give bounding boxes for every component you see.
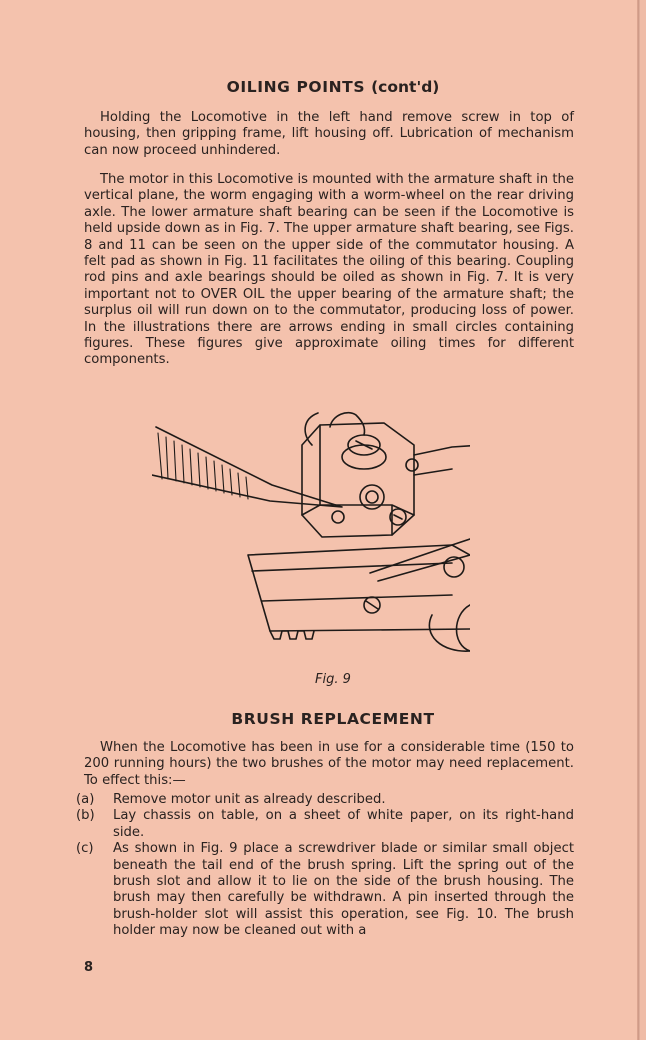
heading-oiling-points-suffix: (cont'd)	[371, 78, 440, 96]
heading-brush-replacement: BRUSH REPLACEMENT	[231, 710, 435, 728]
paragraph-housing-removal: Holding the Locomotive in the left hand remove screw in top of housing, then gripping frame, lift housing off. Lubrication of mechanism can now proceed unhindered.	[84, 110, 574, 158]
list-item-text: Remove motor unit as already described.	[113, 792, 386, 807]
chassis-frame	[248, 545, 470, 631]
page-edge	[640, 0, 646, 1040]
screwdriver-blade	[152, 427, 342, 507]
motor-housing	[302, 423, 414, 537]
list-item	[76, 841, 574, 939]
paragraph-brush-intro: When the Locomotive has been in use for a considerable time (150 to 200 running hours) the two brushes of the motor may need replacement. To effect this:—	[84, 740, 574, 788]
heading-oiling-points-title: OILING POINTS	[226, 78, 366, 96]
paragraph-motor-description: The motor in this Locomotive is mounted with the armature shaft in the vertical plane, the worm engaging with a worm-wheel on the rear driving axle. The lower armature shaft bearing can be seen if the Locomotive is held upside down as in Fig. 7. The upper armature shaft bearing, see Figs. 8 and 11 can be seen on the upper side of the commutator housing. A felt pad as shown in Fig. 11 facilitates the oiling of this bearing. Coupling rod pins and axle bearings should be oiled as shown in Fig. 7. It is very important not to OVER OIL the upper bearing of the armature shaft; the surplus oil will run down on to the commutator, producing loss of power. In the illustrations there are arrows ending in small circles containing figures. These figures give approximate oiling times for different components.	[84, 172, 574, 368]
list-item	[76, 792, 574, 808]
page-fold	[637, 0, 640, 1040]
list-item-marker: (a)	[76, 792, 95, 807]
list-item-text: Lay chassis on table, on a sheet of white paper, on its right-hand side.	[113, 808, 574, 840]
wheel	[429, 615, 470, 651]
figure-9-illustration	[152, 405, 470, 653]
list-item-marker: (b)	[76, 808, 95, 824]
page-number: 8	[84, 960, 94, 975]
list-item	[76, 808, 574, 841]
brush-steps-list	[76, 792, 574, 940]
list-item-marker: (c)	[76, 841, 94, 857]
figure-caption: Fig. 9	[315, 672, 351, 687]
list-item-text: As shown in Fig. 9 place a screwdriver blade or similar small object beneath the tail end of the brush spring. Lift the spring out of the brush slot and allow it to lie on the side of the brush housing. The brush may then carefully be withdrawn. A pin inserted through the brush-holder slot will assist this operation, see Fig. 10. The brush holder may now be cleaned out with a	[113, 841, 574, 939]
heading-oiling-points	[84, 78, 582, 96]
